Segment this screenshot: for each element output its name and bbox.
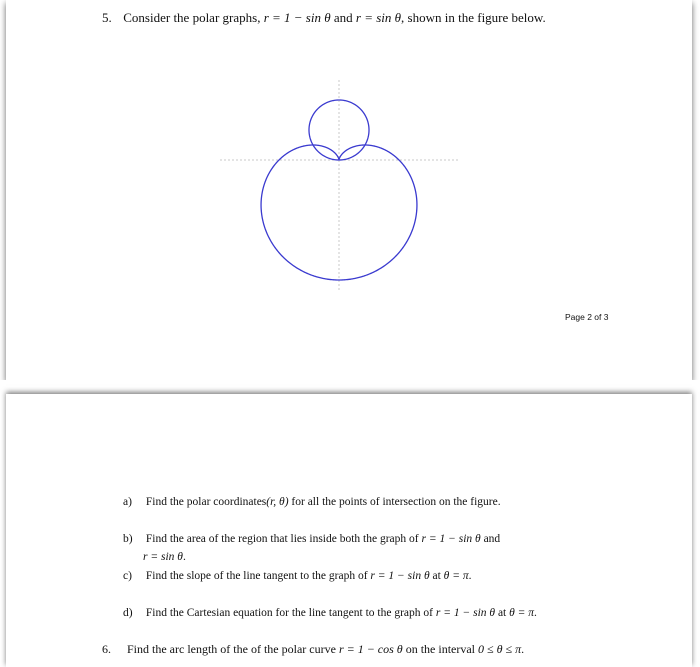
part-label: b) [123, 533, 133, 545]
part-d [123, 607, 537, 619]
part-text-2: and [483, 533, 501, 545]
part-math-2: θ = π [509, 607, 535, 619]
part-c [123, 570, 471, 582]
equation-2: r = sin θ [355, 10, 402, 25]
part-text: Find the slope of the line tangent to the graph of [145, 570, 368, 582]
part-label: d) [123, 607, 133, 619]
part-b [123, 533, 500, 545]
polar-graph-figure [220, 80, 460, 290]
part-text-2: at [432, 570, 441, 582]
question-math-2: 0 ≤ θ ≤ π [478, 642, 522, 656]
page-gap [0, 380, 700, 394]
part-end: . [182, 551, 186, 563]
question-number: 6. [102, 642, 111, 656]
question-math: r = 1 − cos θ [338, 642, 403, 656]
question-end: . [521, 642, 525, 656]
part-math: r = 1 − sin θ [370, 570, 430, 582]
document-page-3 [6, 394, 692, 667]
part-b-continued [143, 551, 186, 563]
part-text-2: for all the points of intersection on the figure. [291, 496, 501, 508]
part-end: . [534, 607, 537, 619]
page-margin-right [692, 0, 700, 667]
part-math: r = 1 − sin θ [421, 533, 481, 545]
part-math-2: θ = π [443, 570, 469, 582]
page-number: Page 2 of 3 [565, 312, 609, 322]
part-a [123, 496, 501, 508]
connector-text: and [333, 10, 353, 25]
part-label: c) [123, 570, 132, 582]
part-math-continued: r = sin θ [143, 551, 183, 563]
part-text: Find the polar coordinates [145, 496, 267, 508]
question-text: Consider the polar graphs, [123, 10, 261, 25]
part-math: (r, θ) [266, 496, 289, 508]
question-text: Find the arc length of the of the polar curve [127, 642, 336, 656]
question-number: 5. [102, 10, 112, 25]
part-label: a) [123, 496, 132, 508]
part-math: r = 1 − sin θ [435, 607, 496, 619]
question-text-end: , shown in the figure below. [401, 10, 546, 25]
part-text-2: at [497, 607, 507, 619]
part-end: . [468, 570, 472, 582]
part-text: Find the area of the region that lies inside both the graph of [145, 533, 419, 545]
equation-1: r = 1 − sin θ [263, 10, 331, 25]
question-6 [102, 642, 524, 657]
question-text-2: on the interval [405, 642, 476, 656]
part-text: Find the Cartesian equation for the line tangent to the graph of [145, 607, 433, 619]
question-5 [102, 10, 546, 26]
